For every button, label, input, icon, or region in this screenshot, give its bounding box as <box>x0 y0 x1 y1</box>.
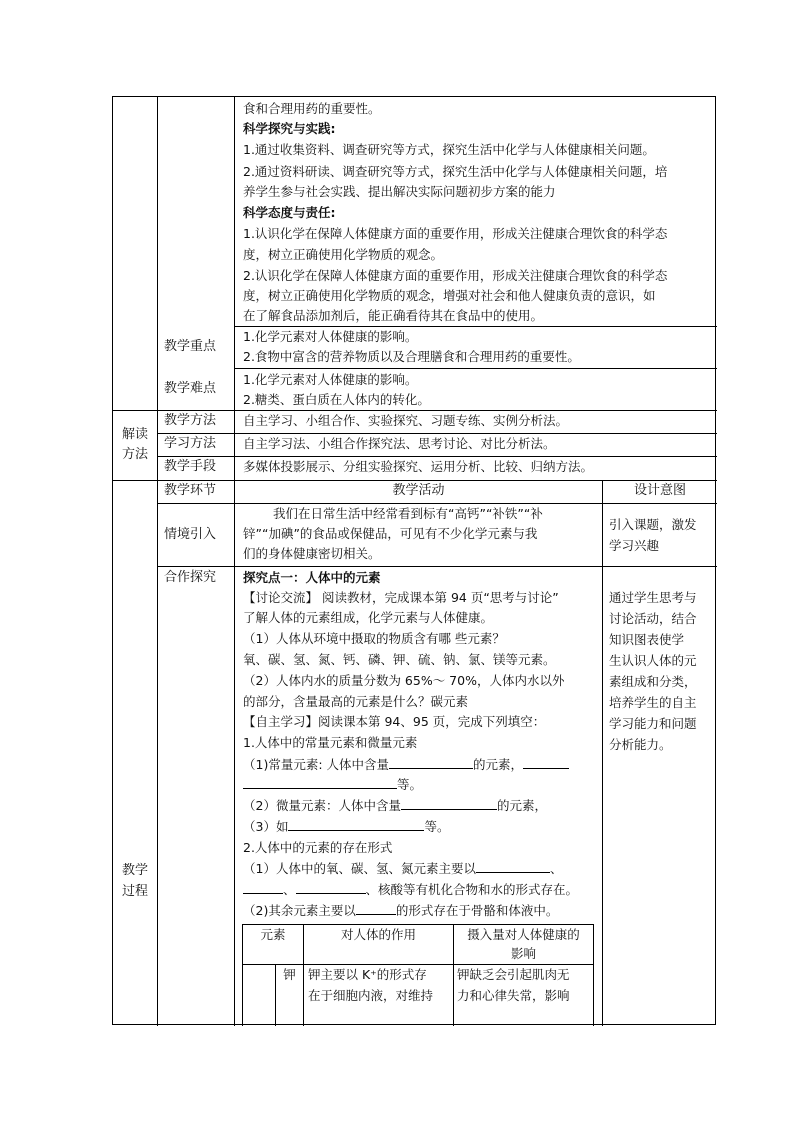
fill-text: 的元素， <box>496 798 547 813</box>
intro-line: 锌”“加碘”的食品或保健品，可见有不少化学元素与我 <box>243 526 538 541</box>
blank-field[interactable] <box>523 755 569 769</box>
explore-step-label: 合作探究 <box>164 570 217 585</box>
explore-line: （1）人体从环境中摄取的物质含有哪 些元素？ <box>243 631 505 646</box>
process-group-label-1: 教学 <box>121 863 148 878</box>
explore-line: （2）人体内水的质量分数为 65%～ 70%，人体内水以外 <box>243 673 565 688</box>
explore-design-line: 分析能力。 <box>609 737 672 752</box>
objective-heading: 科学态度与责任: <box>243 205 336 220</box>
fill-line <box>243 755 569 776</box>
fill-text: 等。 <box>397 777 423 792</box>
blank-field[interactable] <box>243 880 283 894</box>
header-step: 教学环节 <box>164 483 217 498</box>
inner-impact-line: 力和心律失常，影响 <box>457 988 570 1003</box>
explore-design-line: 通过学生思考与 <box>609 590 697 605</box>
explore-line: 【讨论交流】 阅读教材，完成课本第 94 页“思考与讨论” <box>243 590 559 605</box>
objective-line: 2.认识化学在保障人体健康方面的重要作用，形成关注健康合理饮食的科学态 <box>243 268 668 283</box>
fill-text: 的元素， <box>473 757 524 772</box>
inner-element-name: 钾 <box>283 967 296 982</box>
difficulty-line: 2.糖类、蛋白质在人体内的转化。 <box>243 392 430 407</box>
lesson-plan-table <box>112 96 716 1025</box>
fill-text: （1）人体中的氧、碳、氢、氮元素主要以 <box>243 861 476 876</box>
fill-line <box>243 859 562 880</box>
inner-header-element: 元素 <box>260 927 286 942</box>
fill-text: 的形式存在于骨骼和体液中。 <box>395 903 559 918</box>
explore-heading: 探究点一：人体中的元素 <box>243 570 381 585</box>
fill-line <box>243 880 578 901</box>
fill-text: （2）微量元素：人体中含量 <box>243 798 401 813</box>
inner-effect-line: 在于细胞内液，对维持 <box>308 988 434 1003</box>
inner-header-impact: 摄入量对人体健康的 <box>467 927 580 942</box>
fill-text: （2)其余元素主要以 <box>243 903 356 918</box>
method-row-label: 学习方法 <box>164 436 217 451</box>
intro-step-label: 情境引入 <box>164 527 217 542</box>
explore-line: 2.人体中的元素的存在形式 <box>243 840 393 855</box>
blank-field[interactable] <box>243 775 397 789</box>
header-design: 设计意图 <box>633 483 686 498</box>
intro-design-line: 学习兴趣 <box>609 538 660 553</box>
inner-header-impact: 影响 <box>510 946 536 961</box>
key-point-line: 1.化学元素对人体健康的影响。 <box>243 329 418 344</box>
objective-line: 度，树立正确使用化学物质的观念，增强对社会和他人健康负责的意识，如 <box>243 288 656 303</box>
blank-field[interactable] <box>356 901 396 915</box>
intro-line: 们的身体健康密切相关。 <box>243 546 381 561</box>
fill-text: 、 <box>549 861 563 876</box>
fill-text: 、核酸等有机化合物和水的形式存在。 <box>365 882 579 897</box>
intro-design-line: 引入课题，激发 <box>609 517 697 532</box>
method-row-label: 教学手段 <box>164 459 217 474</box>
method-row-value: 自主学习、小组合作、实验探究、习题专练、实例分析法。 <box>243 413 569 428</box>
explore-line: 氧、碳、氢、氮、钙、磷、钾、硫、钠、氯、镁等元素。 <box>243 652 556 667</box>
objective-line: 1.认识化学在保障人体健康方面的重要作用，形成关注健康合理饮食的科学态 <box>243 226 668 241</box>
explore-design-line: 讨论活动，结合 <box>609 611 697 626</box>
process-group-label-2: 过程 <box>121 884 148 899</box>
methods-group-label-1: 解读 <box>121 427 148 442</box>
blank-field[interactable] <box>288 817 424 831</box>
explore-line: 【自主学习】阅读课本第 94、95 页，完成下列填空： <box>243 714 546 729</box>
blank-field[interactable] <box>389 755 473 769</box>
explore-design-line: 学习能力和问题 <box>609 716 697 731</box>
fill-text: （3）如 <box>243 819 289 834</box>
fill-line <box>243 901 558 922</box>
blank-field[interactable] <box>401 796 497 810</box>
explore-line: 1.人体中的常量元素和微量元素 <box>243 735 418 750</box>
method-row-value: 多媒体投影展示、分组实验探究、运用分析、比较、归纳方法。 <box>243 459 594 474</box>
methods-group-label-2: 方法 <box>121 447 148 462</box>
difficulties-label: 教学难点 <box>164 381 217 396</box>
explore-design-line: 素组成和分类， <box>609 674 697 689</box>
objective-line: 食和合理用药的重要性。 <box>243 101 381 116</box>
header-activity: 教学活动 <box>392 483 445 498</box>
method-row-label: 教学方法 <box>164 413 217 428</box>
explore-line: 了解人体的元素组成，化学元素与人体健康。 <box>243 610 494 625</box>
objective-line: 养学生参与社会实践、提出解决实际问题初步方案的能力 <box>243 184 556 199</box>
fill-text: 等。 <box>424 819 450 834</box>
inner-effect-line: 钾主要以 K⁺的形式存 <box>308 967 427 982</box>
fill-line <box>243 796 547 817</box>
key-point-line: 2.食物中富含的营养物质以及合理膳食和合理用药的重要性。 <box>243 349 580 364</box>
difficulty-line: 1.化学元素对人体健康的影响。 <box>243 372 418 387</box>
objective-line: 度，树立正确使用化学物质的观念。 <box>243 247 444 262</box>
inner-impact-line: 钾缺乏会引起肌肉无 <box>457 967 570 982</box>
key-points-label: 教学重点 <box>164 339 217 354</box>
method-row-value: 自主学习法、小组合作探究法、思考讨论、对比分析法。 <box>243 436 556 451</box>
explore-design-line: 生认识人体的元 <box>609 653 697 668</box>
intro-line: 我们在日常生活中经常看到标有“高钙”“补铁”“补 <box>273 506 543 521</box>
fill-line <box>243 817 449 838</box>
objective-line: 2.通过资料研读、调查研究等方式，探究生活中化学与人体健康相关问题，培 <box>243 164 668 179</box>
fill-text: 、 <box>283 882 296 897</box>
objective-line: 1.通过收集资料、调查研究等方式，探究生活中化学与人体健康相关问题。 <box>243 142 655 157</box>
inner-header-effect: 对人体的作用 <box>340 927 416 942</box>
explore-line: 的部分，含量最高的元素是什么？碳元素 <box>243 694 469 709</box>
blank-field[interactable] <box>296 880 366 894</box>
objective-heading: 科学探究与实践: <box>243 121 336 136</box>
fill-text: （1)常量元素: 人体中含量 <box>243 757 390 772</box>
fill-line <box>243 775 422 796</box>
objective-line: 在了解食品添加剂后，能正确看待其在食品中的使用。 <box>243 308 544 323</box>
blank-field[interactable] <box>476 859 550 873</box>
explore-design-line: 知识图表使学 <box>609 632 685 647</box>
explore-design-line: 培养学生的自主 <box>609 695 697 710</box>
